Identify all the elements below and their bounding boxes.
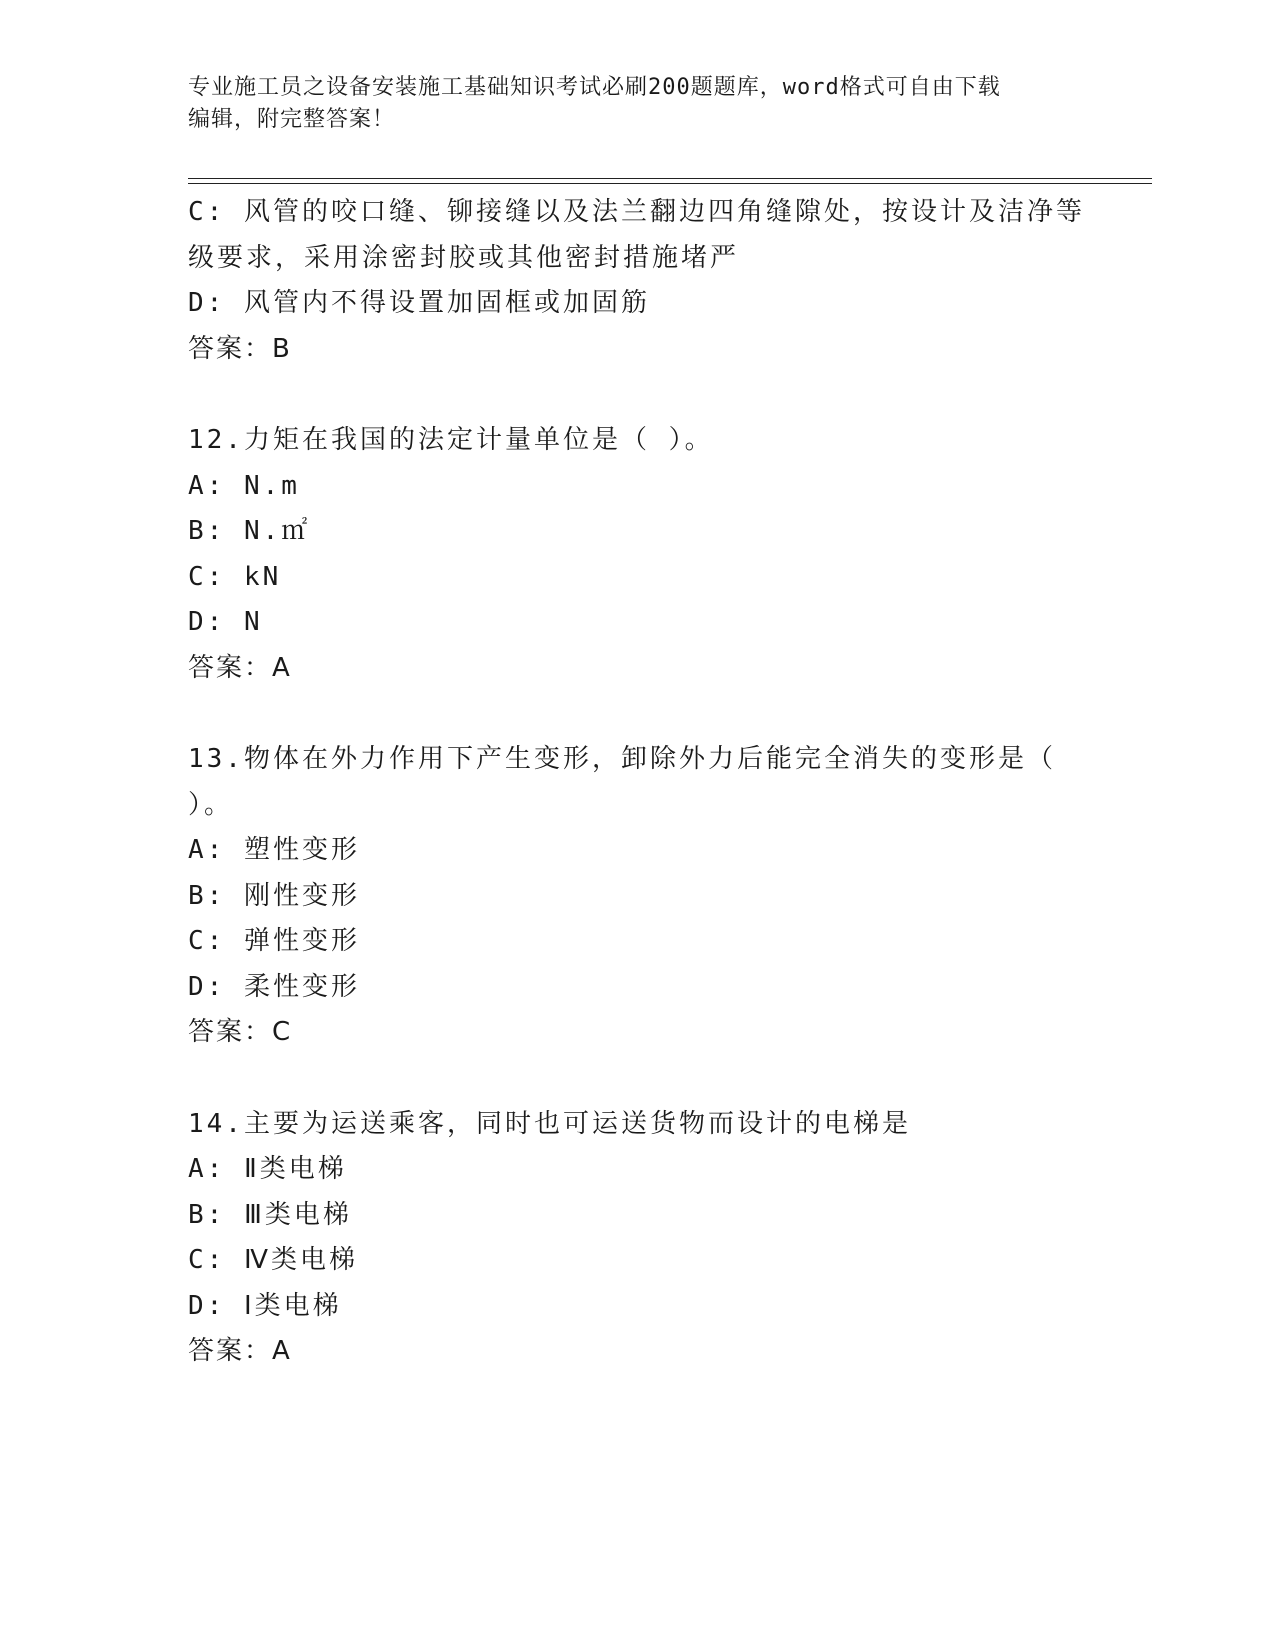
option-d: D: N [188, 607, 263, 637]
question-11 [188, 190, 1088, 372]
option-a: A: N.m [188, 470, 300, 501]
option-c-line-1: C: 风管的咬口缝、铆接缝以及法兰翻边四角缝隙处，按设计及洁净等 [188, 197, 1085, 227]
question-text-line-1: 13.物体在外力作用下产生变形，卸除外力后能完全消失的变形是（ [188, 744, 1056, 774]
spacer [188, 1056, 1088, 1102]
header-divider-bottom [188, 183, 1152, 184]
question-13 [188, 737, 1088, 1056]
option-c: C: kN [188, 561, 282, 592]
question-text-line-2: ）。 [188, 789, 234, 820]
question-text: 12.力矩在我国的法定计量单位是（ ）。 [188, 425, 714, 455]
question-12 [188, 418, 1088, 691]
option-d: D: 风管内不得设置加固框或加固筋 [188, 288, 650, 318]
answer: 答案：A [188, 652, 292, 683]
option-a: A: 塑性变形 [188, 835, 360, 865]
option-d: D: Ⅰ类电梯 [188, 1290, 342, 1321]
option-c: C: Ⅳ类电梯 [188, 1245, 358, 1275]
header-title-line-2: 编辑，附完整答案！ [188, 107, 396, 132]
option-c-line-2: 级要求，采用涂密封胶或其他密封措施堵严 [188, 242, 740, 273]
option-b: B: Ⅲ类电梯 [188, 1199, 352, 1230]
document-header [188, 72, 1088, 136]
answer: 答案：C [188, 1017, 293, 1047]
spacer [188, 691, 1088, 737]
option-c: C: 弹性变形 [188, 926, 360, 956]
question-14 [188, 1102, 1088, 1375]
option-a: A: Ⅱ类电梯 [188, 1154, 347, 1184]
header-divider-top [188, 178, 1152, 179]
option-b: B: 刚性变形 [188, 880, 360, 911]
answer: 答案：B [188, 333, 292, 364]
option-b: B: N.㎡ [188, 516, 311, 546]
spacer [188, 372, 1088, 418]
question-list [188, 190, 1088, 1375]
header-title-line-1: 专业施工员之设备安装施工基础知识考试必刷200题题库，word格式可自由下载 [188, 75, 1001, 100]
answer: 答案：A [188, 1336, 292, 1366]
question-text: 14.主要为运送乘客，同时也可运送货物而设计的电梯是 [188, 1108, 911, 1139]
option-d: D: 柔性变形 [188, 971, 360, 1002]
